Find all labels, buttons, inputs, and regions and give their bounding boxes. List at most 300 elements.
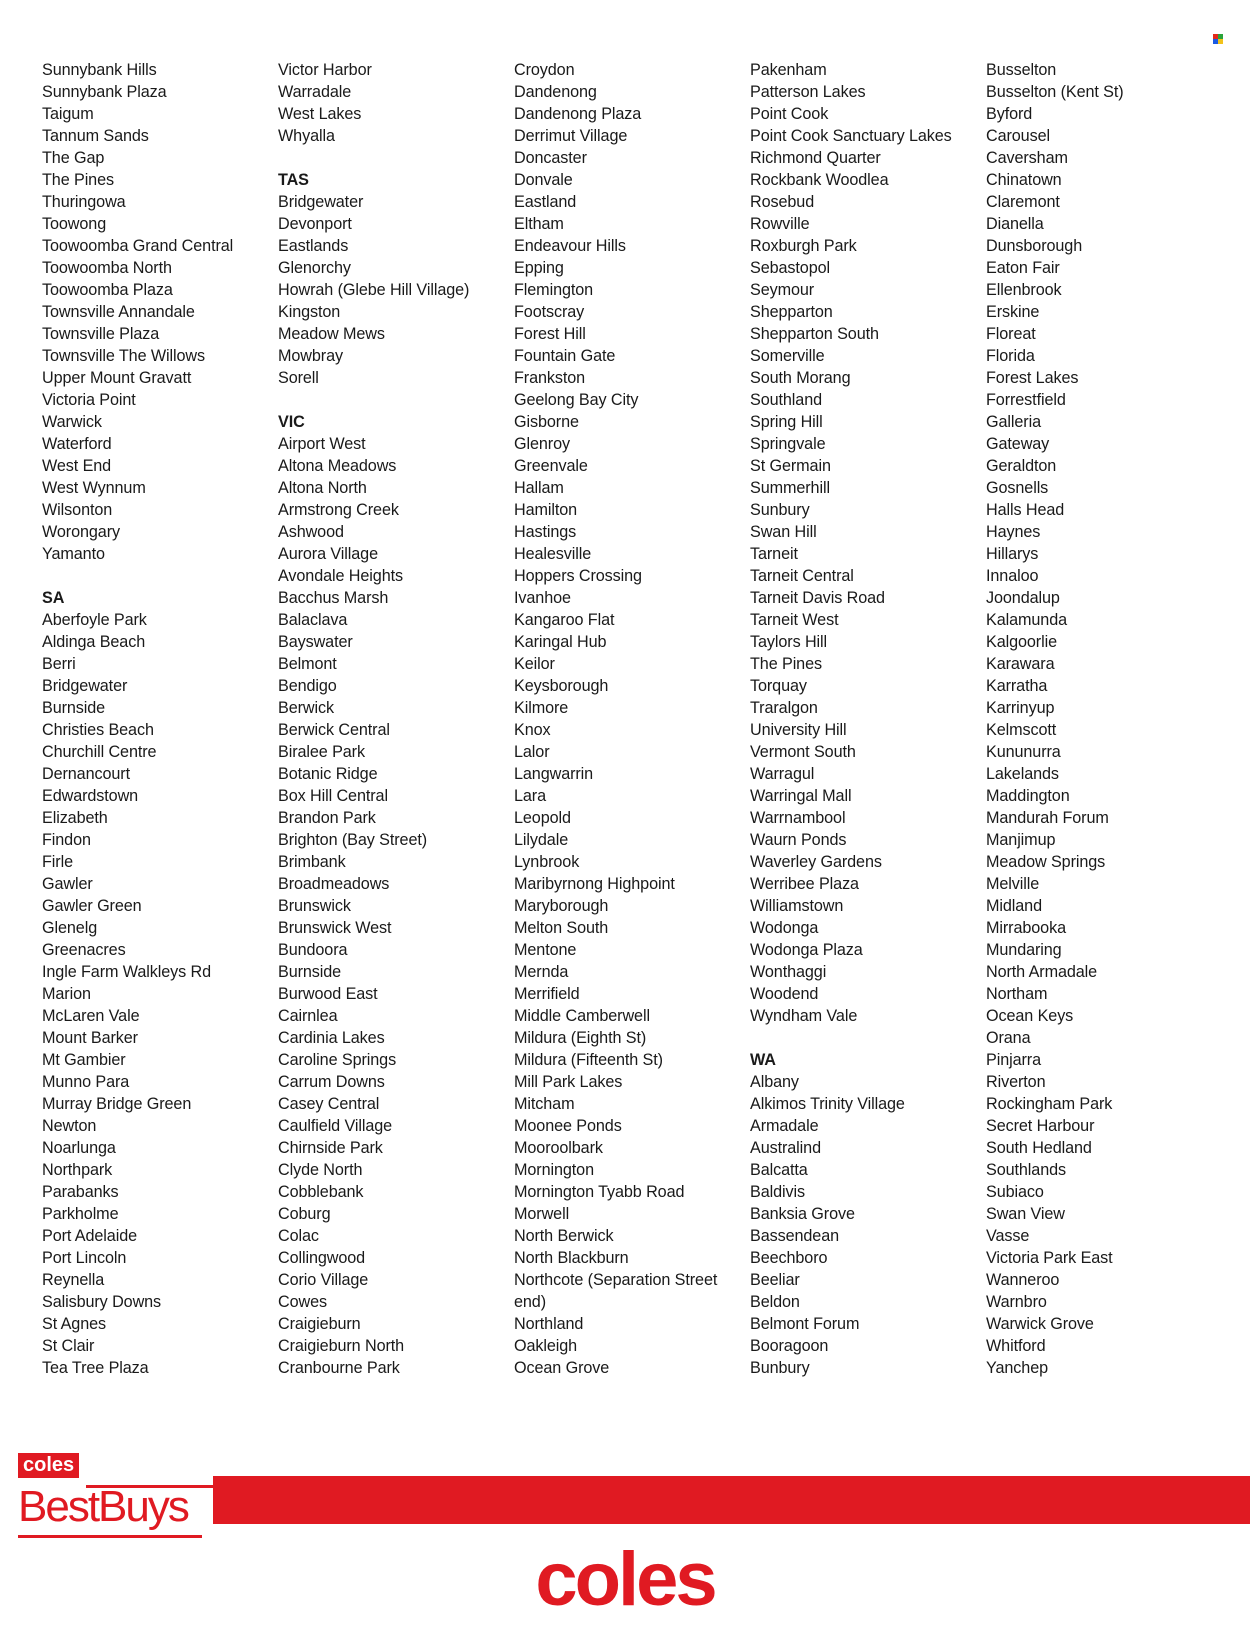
store-name: Busselton [986, 61, 1057, 79]
bestbuys-logo [18, 1453, 202, 1538]
store-name: Tarneit [750, 545, 798, 563]
store-name: Sunbury [750, 501, 810, 519]
store-name: Dandenong Plaza [514, 105, 642, 123]
store-name: Mandurah Forum [986, 809, 1109, 827]
store-name: Marion [42, 985, 91, 1003]
store-name: South Morang [750, 369, 851, 387]
store-name: Banksia Grove [750, 1205, 855, 1223]
store-name: Mowbray [278, 347, 343, 365]
store-name: Mentone [514, 941, 577, 959]
store-name: Reynella [42, 1271, 105, 1289]
store-name: Epping [514, 259, 564, 277]
store-name: Yamanto [42, 545, 105, 563]
store-name: Flemington [514, 281, 594, 299]
store-name: Mooroolbark [514, 1139, 603, 1157]
store-name: Balaclava [278, 611, 348, 629]
store-name: Bridgewater [42, 677, 128, 695]
store-name: Newton [42, 1117, 97, 1135]
store-name: Armadale [750, 1117, 819, 1135]
state-heading: WA [750, 1051, 776, 1069]
store-name: Wanneroo [986, 1271, 1060, 1289]
store-name: Bacchus Marsh [278, 589, 389, 607]
store-name: Tarneit West [750, 611, 839, 629]
store-name: Hallam [514, 479, 564, 497]
store-name: Mitcham [514, 1095, 575, 1113]
store-name: Ingle Farm Walkleys Rd [42, 963, 212, 981]
store-name: Keysborough [514, 677, 609, 695]
store-name: Manjimup [986, 831, 1056, 849]
spacer [750, 1027, 986, 1049]
store-name: University Hill [750, 721, 847, 739]
store-name: Greenacres [42, 941, 126, 959]
store-name: Murray Bridge Green [42, 1095, 192, 1113]
store-name: Parabanks [42, 1183, 119, 1201]
store-name: Toowong [42, 215, 107, 233]
store-name: West End [42, 457, 112, 475]
store-name: Spring Hill [750, 413, 823, 431]
store-name: Biralee Park [278, 743, 365, 761]
store-name: Brunswick [278, 897, 351, 915]
store-name: Caroline Springs [278, 1051, 397, 1069]
store-name: Lara [514, 787, 546, 805]
store-name: Townsville Annandale [42, 303, 195, 321]
store-name: Burwood East [278, 985, 378, 1003]
store-name: Mundaring [986, 941, 1062, 959]
store-name: Patterson Lakes [750, 83, 866, 101]
store-name: Eastlands [278, 237, 349, 255]
store-name: Taigum [42, 105, 94, 123]
store-name: Tarneit Central [750, 567, 854, 585]
store-name: Secret Harbour [986, 1117, 1095, 1135]
store-name: Glenroy [514, 435, 570, 453]
store-name: Kelmscott [986, 721, 1057, 739]
store-name: Rosebud [750, 193, 815, 211]
store-name: Summerhill [750, 479, 830, 497]
store-name: end) [514, 1293, 546, 1311]
store-name: Subiaco [986, 1183, 1044, 1201]
store-name: Doncaster [514, 149, 587, 167]
store-name: Karratha [986, 677, 1048, 695]
store-name: Sorell [278, 369, 319, 387]
store-name: Parkholme [42, 1205, 119, 1223]
store-name: Melville [986, 875, 1040, 893]
store-name: Northcote (Separation Street [514, 1271, 718, 1289]
store-name: Munno Para [42, 1073, 130, 1091]
store-name: The Pines [750, 655, 822, 673]
store-name: Yanchep [986, 1359, 1049, 1377]
store-name: Northpark [42, 1161, 113, 1179]
store-name: Riverton [986, 1073, 1046, 1091]
store-name: Pakenham [750, 61, 827, 79]
store-name: Sebastopol [750, 259, 831, 277]
store-name: Toowoomba Plaza [42, 281, 173, 299]
store-name: Traralgon [750, 699, 818, 717]
store-name: Kalgoorlie [986, 633, 1057, 651]
store-name: Thuringowa [42, 193, 126, 211]
store-name: North Blackburn [514, 1249, 629, 1267]
store-name: Australind [750, 1139, 821, 1157]
store-name: Carousel [986, 127, 1050, 145]
store-name: Ivanhoe [514, 589, 571, 607]
store-name: Beechboro [750, 1249, 828, 1267]
store-name: Mernda [514, 963, 569, 981]
store-name: Salisbury Downs [42, 1293, 162, 1311]
store-name: Joondalup [986, 589, 1060, 607]
store-name: Bayswater [278, 633, 353, 651]
store-name: Mount Barker [42, 1029, 138, 1047]
store-name: Waverley Gardens [750, 853, 882, 871]
store-name: Townsville The Willows [42, 347, 206, 365]
store-name: Caversham [986, 149, 1068, 167]
store-name: Whitford [986, 1337, 1046, 1355]
store-name: Ocean Grove [514, 1359, 610, 1377]
store-name: Williamstown [750, 897, 844, 915]
store-name: Upper Mount Gravatt [42, 369, 192, 387]
store-name: Brighton (Bay Street) [278, 831, 428, 849]
store-name: Frankston [514, 369, 586, 387]
store-name: Florida [986, 347, 1035, 365]
store-name: Donvale [514, 171, 573, 189]
store-name: Coburg [278, 1205, 331, 1223]
store-name: Lalor [514, 743, 550, 761]
store-name: Rockbank Woodlea [750, 171, 889, 189]
store-name: Melton South [514, 919, 609, 937]
store-name: Cranbourne Park [278, 1359, 400, 1377]
store-name: Rowville [750, 215, 810, 233]
store-name: Toowoomba Grand Central [42, 237, 234, 255]
store-name: Kalamunda [986, 611, 1067, 629]
store-column-4 [750, 59, 986, 1379]
store-name: Warringal Mall [750, 787, 852, 805]
store-name: Gisborne [514, 413, 579, 431]
store-name: Hastings [514, 523, 577, 541]
store-name: Footscray [514, 303, 585, 321]
store-name: Casey Central [278, 1095, 380, 1113]
store-name: Kangaroo Flat [514, 611, 615, 629]
store-name: Craigieburn [278, 1315, 361, 1333]
store-name: Vasse [986, 1227, 1030, 1245]
store-name: Dernancourt [42, 765, 130, 783]
store-name: Mornington Tyabb Road [514, 1183, 685, 1201]
store-name: Tannum Sands [42, 127, 149, 145]
store-name: Box Hill Central [278, 787, 388, 805]
store-name: Hillarys [986, 545, 1039, 563]
store-name: Dianella [986, 215, 1044, 233]
store-name: Halls Head [986, 501, 1065, 519]
store-name: Hamilton [514, 501, 578, 519]
store-name: Aldinga Beach [42, 633, 146, 651]
store-name: Sunnybank Plaza [42, 83, 167, 101]
store-name: Carrum Downs [278, 1073, 385, 1091]
store-name: Endeavour Hills [514, 237, 626, 255]
store-name: Floreat [986, 325, 1036, 343]
store-name: Hoppers Crossing [514, 567, 642, 585]
store-name: Maribyrnong Highpoint [514, 875, 675, 893]
store-name: Maryborough [514, 897, 609, 915]
store-name: Berwick Central [278, 721, 390, 739]
spacer [278, 389, 514, 411]
store-name: Fountain Gate [514, 347, 616, 365]
store-name: Airport West [278, 435, 366, 453]
store-name: Albany [750, 1073, 799, 1091]
store-name: Port Lincoln [42, 1249, 127, 1267]
store-name: Lakelands [986, 765, 1059, 783]
store-name: Baldivis [750, 1183, 805, 1201]
store-name: Whyalla [278, 127, 335, 145]
store-name: Meadow Mews [278, 325, 385, 343]
store-name: Forest Lakes [986, 369, 1079, 387]
store-name: Midland [986, 897, 1042, 915]
store-name: Victor Harbor [278, 61, 372, 79]
store-name: Townsville Plaza [42, 325, 160, 343]
store-name: Point Cook Sanctuary Lakes [750, 127, 952, 145]
store-name: Cobblebank [278, 1183, 364, 1201]
store-name: Berri [42, 655, 76, 673]
store-name: Shepparton [750, 303, 833, 321]
store-name: Karingal Hub [514, 633, 607, 651]
store-name: St Clair [42, 1337, 95, 1355]
bestbuys-coles-wordmark: coles [18, 1453, 79, 1478]
store-name: Edwardstown [42, 787, 139, 805]
store-name: Howrah (Glebe Hill Village) [278, 281, 470, 299]
store-name: Christies Beach [42, 721, 154, 739]
store-name: Kilmore [514, 699, 569, 717]
store-name: Craigieburn North [278, 1337, 405, 1355]
footer [0, 1440, 1250, 1637]
store-name: Dandenong [514, 83, 597, 101]
store-name: Glenelg [42, 919, 98, 937]
store-name: Derrimut Village [514, 127, 628, 145]
store-name: Kingston [278, 303, 341, 321]
store-name: Woodend [750, 985, 819, 1003]
store-name: St Agnes [42, 1315, 106, 1333]
store-name: Broadmeadows [278, 875, 390, 893]
spacer [278, 147, 514, 169]
store-name: Keilor [514, 655, 555, 673]
store-name: Claremont [986, 193, 1060, 211]
store-name: Victoria Park East [986, 1249, 1113, 1267]
store-name: Greenvale [514, 457, 588, 475]
store-name: Mt Gambier [42, 1051, 126, 1069]
store-name: Brandon Park [278, 809, 376, 827]
store-name: Swan Hill [750, 523, 817, 541]
store-name: Kununurra [986, 743, 1061, 761]
store-name: Victoria Point [42, 391, 136, 409]
store-name: Werribee Plaza [750, 875, 859, 893]
store-name: Waterford [42, 435, 112, 453]
store-name: Belmont Forum [750, 1315, 860, 1333]
store-name: Seymour [750, 281, 815, 299]
store-name: Brunswick West [278, 919, 392, 937]
store-column-3 [514, 59, 750, 1379]
store-name: Merrifield [514, 985, 580, 1003]
store-name: Roxburgh Park [750, 237, 857, 255]
store-name: Cardinia Lakes [278, 1029, 385, 1047]
state-heading: TAS [278, 171, 309, 189]
store-name: McLaren Vale [42, 1007, 140, 1025]
store-name: Richmond Quarter [750, 149, 881, 167]
store-name: Meadow Springs [986, 853, 1106, 871]
store-name: Chinatown [986, 171, 1062, 189]
store-name: Armstrong Creek [278, 501, 399, 519]
store-name: Port Adelaide [42, 1227, 137, 1245]
store-name: Karrinyup [986, 699, 1055, 717]
store-name: Erskine [986, 303, 1040, 321]
corner-mark-icon [1213, 34, 1223, 44]
store-name: Aberfoyle Park [42, 611, 147, 629]
store-name: Shepparton South [750, 325, 879, 343]
state-heading: SA [42, 589, 65, 607]
store-name: Burnside [278, 963, 342, 981]
store-column-1 [42, 59, 278, 1379]
store-name: The Pines [42, 171, 114, 189]
store-name: West Wynnum [42, 479, 146, 497]
store-name: Warragul [750, 765, 815, 783]
bestbuys-rule-bottom [18, 1535, 202, 1538]
store-name: Haynes [986, 523, 1041, 541]
store-name: Churchill Centre [42, 743, 157, 761]
store-name: Gosnells [986, 479, 1049, 497]
store-name: Berwick [278, 699, 334, 717]
store-name: Mildura (Fifteenth St) [514, 1051, 663, 1069]
store-name: Springvale [750, 435, 826, 453]
store-column-5 [986, 59, 1222, 1379]
store-name: Waurn Ponds [750, 831, 847, 849]
store-name: Balcatta [750, 1161, 808, 1179]
store-name: Forest Hill [514, 325, 586, 343]
store-name: Warwick Grove [986, 1315, 1094, 1333]
bestbuys-wordmark: BestBuys [18, 1482, 188, 1531]
store-name: Brimbank [278, 853, 346, 871]
store-name: Wonthaggi [750, 963, 827, 981]
store-name: Wodonga [750, 919, 819, 937]
store-name: Burnside [42, 699, 106, 717]
store-name: Firle [42, 853, 73, 871]
store-name: Bassendean [750, 1227, 840, 1245]
store-name: Pinjarra [986, 1051, 1041, 1069]
store-name: Torquay [750, 677, 807, 695]
store-name: West Lakes [278, 105, 362, 123]
store-name: Wilsonton [42, 501, 113, 519]
store-name: Northland [514, 1315, 584, 1333]
store-name: Geraldton [986, 457, 1057, 475]
store-name: Alkimos Trinity Village [750, 1095, 905, 1113]
store-name: St Germain [750, 457, 831, 475]
store-name: North Berwick [514, 1227, 614, 1245]
store-name: Gawler [42, 875, 93, 893]
store-name: Rockingham Park [986, 1095, 1113, 1113]
store-name: Worongary [42, 523, 120, 541]
store-name: Somerville [750, 347, 825, 365]
store-name: Maddington [986, 787, 1070, 805]
store-name: Glenorchy [278, 259, 351, 277]
store-name: Corio Village [278, 1271, 369, 1289]
store-name: Eaton Fair [986, 259, 1060, 277]
coles-logo: coles [535, 1537, 715, 1622]
store-name: Ellenbrook [986, 281, 1062, 299]
store-name: Wodonga Plaza [750, 941, 863, 959]
store-name: Croydon [514, 61, 575, 79]
store-name: Avondale Heights [278, 567, 403, 585]
store-name: Bendigo [278, 677, 337, 695]
store-name: Ashwood [278, 523, 344, 541]
store-name: Busselton (Kent St) [986, 83, 1124, 101]
store-name: Findon [42, 831, 91, 849]
store-name: Clyde North [278, 1161, 363, 1179]
store-name: Belmont [278, 655, 337, 673]
store-name: Knox [514, 721, 551, 739]
store-name: Booragoon [750, 1337, 829, 1355]
store-name: Middle Camberwell [514, 1007, 650, 1025]
store-name: Innaloo [986, 567, 1039, 585]
store-name: Mildura (Eighth St) [514, 1029, 647, 1047]
store-name: The Gap [42, 149, 105, 167]
spacer [42, 565, 278, 587]
store-name: Chirnside Park [278, 1139, 383, 1157]
store-name: Warnbro [986, 1293, 1047, 1311]
store-name: Karawara [986, 655, 1055, 673]
store-name: Warwick [42, 413, 102, 431]
store-name: Gawler Green [42, 897, 142, 915]
store-name: Sunnybank Hills [42, 61, 157, 79]
store-name: Ocean Keys [986, 1007, 1074, 1025]
store-name: Elizabeth [42, 809, 108, 827]
store-name: Leopold [514, 809, 571, 827]
store-name: Mirrabooka [986, 919, 1066, 937]
store-name: Aurora Village [278, 545, 378, 563]
store-name: Bridgewater [278, 193, 364, 211]
store-name: Lilydale [514, 831, 569, 849]
store-name: Southlands [986, 1161, 1067, 1179]
store-name: Point Cook [750, 105, 829, 123]
store-name: Beldon [750, 1293, 800, 1311]
store-name: Tarneit Davis Road [750, 589, 885, 607]
store-name: Southland [750, 391, 823, 409]
store-name: Northam [986, 985, 1048, 1003]
store-name: South Hedland [986, 1139, 1092, 1157]
state-heading: VIC [278, 413, 305, 431]
store-name: Oakleigh [514, 1337, 578, 1355]
store-name: Wyndham Vale [750, 1007, 858, 1025]
store-name: Cowes [278, 1293, 327, 1311]
store-name: Mill Park Lakes [514, 1073, 623, 1091]
store-name: Galleria [986, 413, 1041, 431]
store-name: Morwell [514, 1205, 570, 1223]
store-name: Bundoora [278, 941, 348, 959]
store-name: Moonee Ponds [514, 1117, 622, 1135]
store-name: Vermont South [750, 743, 856, 761]
store-column-2 [278, 59, 514, 1379]
store-name: Taylors Hill [750, 633, 828, 651]
store-name: Dunsborough [986, 237, 1083, 255]
store-name: Noarlunga [42, 1139, 116, 1157]
store-name: Swan View [986, 1205, 1065, 1223]
store-name: Mornington [514, 1161, 594, 1179]
store-name: Toowoomba North [42, 259, 172, 277]
store-name: Warradale [278, 83, 352, 101]
store-name: Bunbury [750, 1359, 810, 1377]
red-band [213, 1476, 1250, 1524]
store-name: Langwarrin [514, 765, 594, 783]
store-name: Beeliar [750, 1271, 800, 1289]
store-name: Warrnambool [750, 809, 846, 827]
store-name: Lynbrook [514, 853, 580, 871]
store-name: Gateway [986, 435, 1050, 453]
store-name: Colac [278, 1227, 319, 1245]
store-name: Healesville [514, 545, 592, 563]
store-name: Byford [986, 105, 1033, 123]
store-name: Caulfield Village [278, 1117, 393, 1135]
